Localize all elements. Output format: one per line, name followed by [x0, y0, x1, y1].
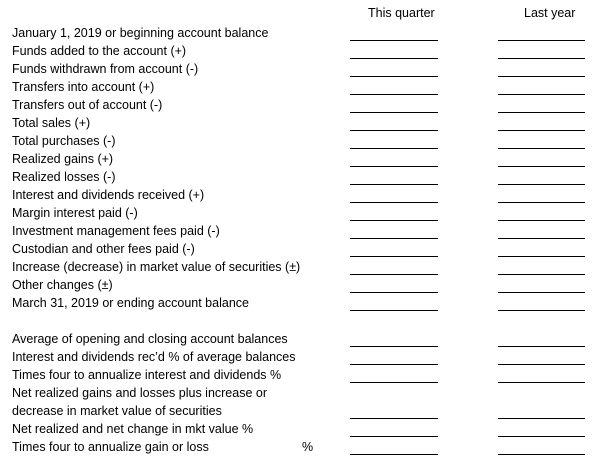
last-year-blank[interactable] [498, 202, 585, 203]
form-row [0, 132, 606, 150]
last-year-blank[interactable] [498, 148, 585, 149]
last-year-blank[interactable] [498, 310, 585, 311]
row-label: January 1, 2019 or beginning account balance [12, 26, 269, 40]
this-quarter-blank[interactable] [350, 454, 438, 455]
form-row [0, 24, 606, 42]
percent-sign: % [302, 440, 314, 454]
form-row [0, 60, 606, 78]
this-quarter-blank[interactable] [350, 130, 438, 131]
row-label: Funds withdrawn from account (-) [12, 62, 199, 76]
row-label: Interest and dividends received (+) [12, 188, 205, 202]
form-row [0, 276, 606, 294]
form-row [0, 402, 606, 420]
last-year-blank[interactable] [498, 292, 585, 293]
this-quarter-blank[interactable] [350, 274, 438, 275]
form-row [0, 384, 606, 402]
last-year-blank[interactable] [498, 94, 585, 95]
row-label: Times four to annualize gain or loss [12, 440, 209, 454]
row-label: Funds added to the account (+) [12, 44, 187, 58]
form-row [0, 150, 606, 168]
last-year-blank[interactable] [498, 112, 585, 113]
this-quarter-blank[interactable] [350, 382, 438, 383]
this-quarter-blank[interactable] [350, 184, 438, 185]
row-label: Increase (decrease) in market value of securities (±) [12, 260, 301, 274]
header-this-quarter: This quarter [368, 6, 435, 20]
form-row [0, 222, 606, 240]
row-label: Interest and dividends rec’d % of average balances [12, 350, 296, 364]
this-quarter-blank[interactable] [350, 76, 438, 77]
form-row [0, 96, 606, 114]
last-year-blank[interactable] [498, 418, 585, 419]
this-quarter-blank[interactable] [350, 166, 438, 167]
row-label: decrease in market value of securities [12, 404, 222, 418]
this-quarter-blank[interactable] [350, 94, 438, 95]
row-label: Realized losses (-) [12, 170, 116, 184]
this-quarter-blank[interactable] [350, 310, 438, 311]
form-row [0, 294, 606, 312]
form-row [0, 348, 606, 366]
last-year-blank[interactable] [498, 76, 585, 77]
row-label: Investment management fees paid (-) [12, 224, 220, 238]
form-row [0, 114, 606, 132]
row-label: Margin interest paid (-) [12, 206, 138, 220]
this-quarter-blank[interactable] [350, 256, 438, 257]
last-year-blank[interactable] [498, 184, 585, 185]
last-year-blank[interactable] [498, 436, 585, 437]
row-label: Realized gains (+) [12, 152, 114, 166]
this-quarter-blank[interactable] [350, 436, 438, 437]
last-year-blank[interactable] [498, 238, 585, 239]
row-label: Transfers out of account (-) [12, 98, 163, 112]
form-row [0, 186, 606, 204]
form-row [0, 168, 606, 186]
last-year-blank[interactable] [498, 166, 585, 167]
this-quarter-blank[interactable] [350, 220, 438, 221]
row-label: Average of opening and closing account balances [12, 332, 288, 346]
this-quarter-blank[interactable] [350, 292, 438, 293]
this-quarter-blank[interactable] [350, 148, 438, 149]
form-row [0, 258, 606, 276]
form-row [0, 420, 606, 438]
row-label: Transfers into account (+) [12, 80, 155, 94]
this-quarter-blank[interactable] [350, 418, 438, 419]
this-quarter-blank[interactable] [350, 40, 438, 41]
row-label: Other changes (±) [12, 278, 113, 292]
last-year-blank[interactable] [498, 220, 585, 221]
form-row [0, 78, 606, 96]
row-label: Total sales (+) [12, 116, 91, 130]
row-label: Custodian and other fees paid (-) [12, 242, 195, 256]
this-quarter-blank[interactable] [350, 202, 438, 203]
last-year-blank[interactable] [498, 130, 585, 131]
this-quarter-blank[interactable] [350, 346, 438, 347]
row-label: March 31, 2019 or ending account balance [12, 296, 249, 310]
last-year-blank[interactable] [498, 274, 585, 275]
last-year-blank[interactable] [498, 256, 585, 257]
this-quarter-blank[interactable] [350, 58, 438, 59]
this-quarter-blank[interactable] [350, 238, 438, 239]
form-row [0, 330, 606, 348]
last-year-blank[interactable] [498, 346, 585, 347]
last-year-blank[interactable] [498, 382, 585, 383]
form-row [0, 204, 606, 222]
this-quarter-blank[interactable] [350, 364, 438, 365]
row-label: Net realized and net change in mkt value % [12, 422, 254, 436]
form-row [0, 438, 606, 456]
last-year-blank[interactable] [498, 454, 585, 455]
row-label: Total purchases (-) [12, 134, 116, 148]
this-quarter-blank[interactable] [350, 112, 438, 113]
form-row [0, 366, 606, 384]
last-year-blank[interactable] [498, 40, 585, 41]
row-label: Net realized gains and losses plus increase or [12, 386, 267, 400]
last-year-blank[interactable] [498, 364, 585, 365]
row-label: Times four to annualize interest and dividends % [12, 368, 282, 382]
header-last-year: Last year [524, 6, 576, 20]
last-year-blank[interactable] [498, 58, 585, 59]
form-row [0, 240, 606, 258]
form-row [0, 42, 606, 60]
